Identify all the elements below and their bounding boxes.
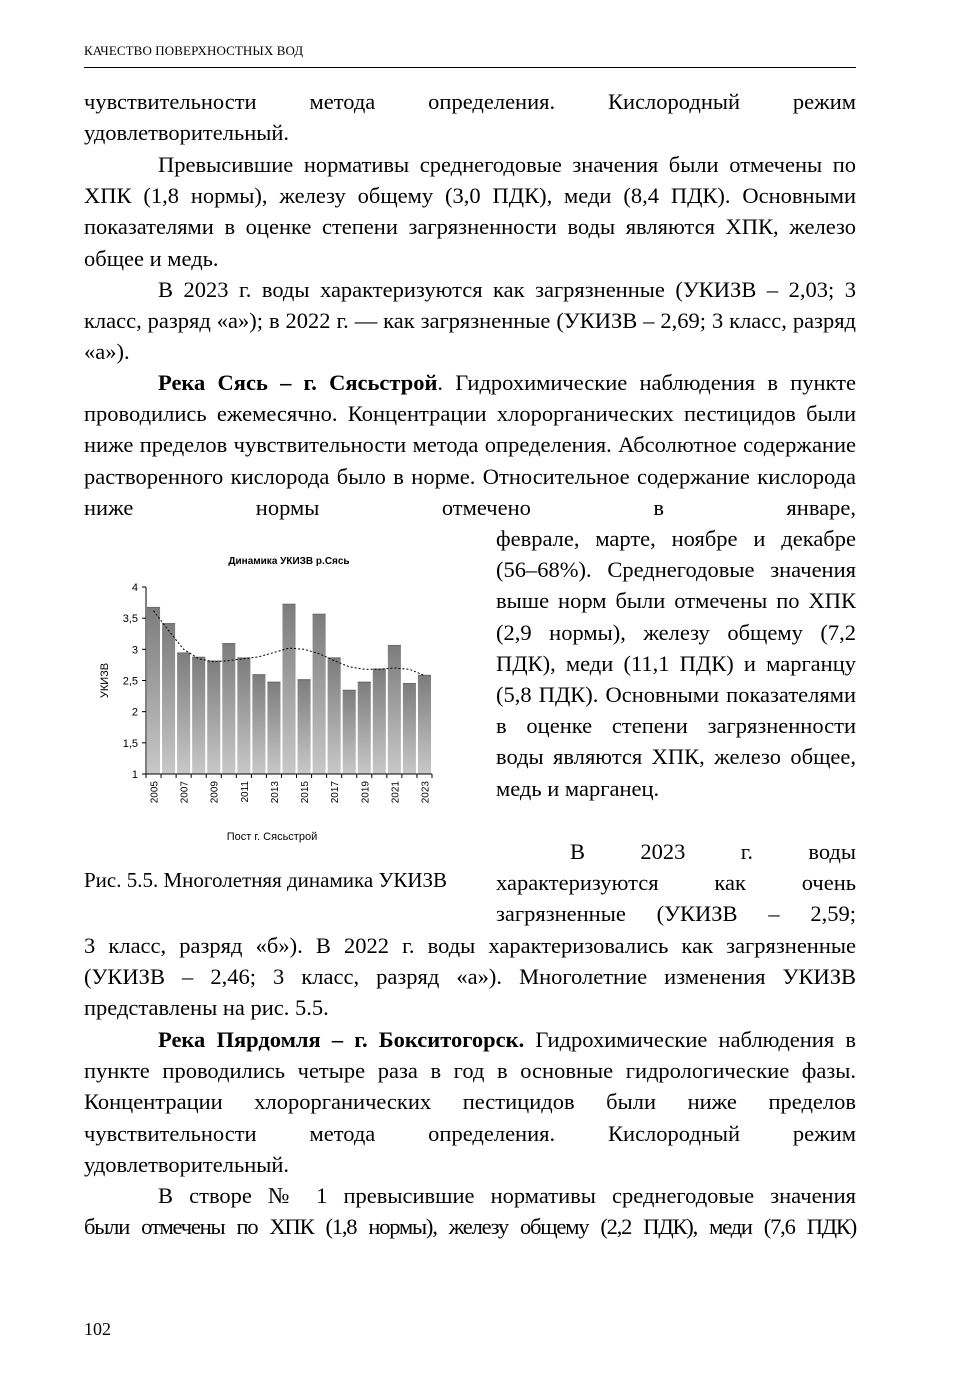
bar-2014 xyxy=(282,604,295,774)
bar-2019 xyxy=(358,682,371,774)
bar-2009 xyxy=(207,661,220,774)
y-tick-label: 1,5 xyxy=(122,737,138,750)
paragraph-4-side: феврале, марте, ноябре и декабре (56–68%). Среднегодовые значения выше норм были отмечены по ХПК (2,9 нормы), железу общему (7,2 ПДК), меди (11,1 ПДК) и марганцу (5,8 ПДК). Основными показателями в оценке степени загрязненности воды являются ХПК, железо общее, медь и марганец. xyxy=(496,526,856,801)
y-tick-label: 1 xyxy=(131,769,138,781)
bar-2018 xyxy=(343,690,356,774)
bar-2005 xyxy=(147,607,160,774)
x-tick-label: 2019 xyxy=(360,781,372,804)
page-number: 102 xyxy=(84,1319,111,1339)
x-tick-label: 2009 xyxy=(209,781,221,804)
bar-2011 xyxy=(237,657,250,774)
y-tick-label: 4 xyxy=(131,582,138,594)
bar-2008 xyxy=(192,657,205,774)
ukizv-chart xyxy=(95,550,451,850)
paragraph-6-text: Гидрохимические наблюдения в пункте проводились четыре раза в год в основные гидрологические фазы. Концентрации хлорорганических пестицидов были ниже пределов чувствительности метода определения. Кислородный режим удовлетворительный. xyxy=(84,1027,856,1177)
figure-caption: Рис. 5.5. Многолетняя динамика УКИЗВ xyxy=(84,868,448,892)
paragraph-5-rest: 3 класс, разряд «б»). В 2022 г. воды характеризовались как загрязненные (УКИЗВ – 2,46; 3 класс, разряд «а»). Многолетние изменения УКИЗВ представлены на рис. 5.5. xyxy=(84,933,856,1021)
bar-2007 xyxy=(177,652,190,774)
bar-2021 xyxy=(388,645,401,774)
running-header: КАЧЕСТВО ПОВЕРХНОСТНЫХ ВОД xyxy=(84,43,304,58)
chart-title: Динамика УКИЗВ р.Сясь xyxy=(228,556,350,567)
paragraph-5-side: В 2023 г. воды характеризуются как очень загрязненные (УКИЗВ – 2,59; xyxy=(496,839,856,927)
bar-2012 xyxy=(252,674,265,774)
y-tick-label: 3 xyxy=(131,644,138,657)
bar-2016 xyxy=(313,614,326,774)
bar-2023 xyxy=(418,675,431,774)
x-tick-label: 2011 xyxy=(239,781,251,803)
x-tick-label: 2021 xyxy=(390,781,402,804)
bar-2006 xyxy=(162,623,175,774)
y-tick-label: 2 xyxy=(131,706,138,719)
bar-2015 xyxy=(298,679,311,774)
x-axis-label: Пост г. Сясьстрой xyxy=(226,831,318,843)
y-axis-label: УКИЗВ xyxy=(99,662,111,699)
paragraph-4 xyxy=(84,367,856,523)
section-title-pyardomlya: Река Пярдомля – г. Бокситогорск. xyxy=(158,1027,525,1052)
paragraph-1: чувствительности метода определения. Кислородный режим удовлетворительный. xyxy=(84,89,856,146)
paragraph-7-line-2: были отмечены по ХПК (1,8 нормы), железу общему (2,2 ПДК), меди (7,6 ПДК) xyxy=(84,1214,856,1239)
x-tick-label: 2007 xyxy=(179,781,191,804)
paragraph-4-text: . Гидрохимические наблюдения в пункте проводились ежемесячно. Концентрации хлорорганических пестицидов были ниже пределов чувствительности метода определения. Абсолютное содержание растворенного кислорода было в норме. Относительное содержание кислорода ниже нормы отмечено в январе, xyxy=(84,370,856,520)
header-rule xyxy=(84,67,856,68)
y-tick-label: 2,5 xyxy=(122,675,138,688)
x-tick-label: 2023 xyxy=(420,781,432,804)
bar-2020 xyxy=(373,669,386,774)
bar-2022 xyxy=(403,683,416,774)
bar-2017 xyxy=(328,657,341,774)
paragraph-6 xyxy=(84,1024,856,1180)
section-title-syas: Река Сясь – г. Сясьстрой xyxy=(158,370,438,395)
y-tick-label: 3,5 xyxy=(122,613,138,626)
paragraph-3: В 2023 г. воды характеризуются как загрязненные (УКИЗВ – 2,03; 3 класс, разряд «а»); в 2022 г. — как загрязненные (УКИЗВ – 2,69; 3 класс, разряд «а»). xyxy=(84,277,856,365)
bar-2010 xyxy=(222,643,235,774)
x-tick-label: 2013 xyxy=(269,781,281,804)
paragraph-7-line-1: В створе № 1 превысившие нормативы среднегодовые значения xyxy=(158,1183,856,1208)
x-tick-label: 2005 xyxy=(149,781,161,804)
x-tick-label: 2015 xyxy=(300,781,312,804)
paragraph-2: Превысившие нормативы среднегодовые значения были отмечены по ХПК (1,8 нормы), железу общему (3,0 ПДК), меди (8,4 ПДК). Основными показателями в оценке степени загрязненности воды являются ХПК, железо общее и медь. xyxy=(84,152,856,271)
x-tick-label: 2017 xyxy=(330,781,342,804)
bar-2013 xyxy=(267,682,280,774)
